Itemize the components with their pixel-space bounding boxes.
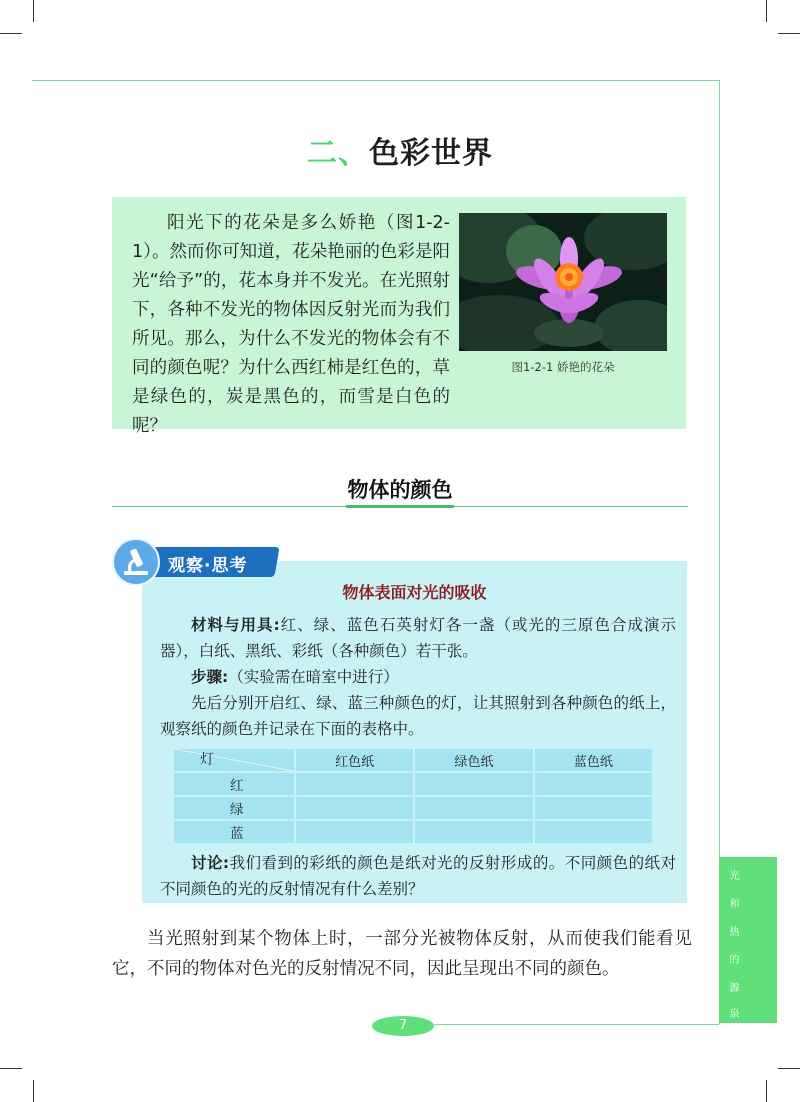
footer-line [434,1024,719,1025]
discussion-label: 讨论: [191,854,230,872]
table-row [172,773,652,795]
table-cell [533,797,652,819]
table-cell [413,797,532,819]
steps-label: 步骤: [191,668,229,686]
page-frame-top [32,80,720,81]
chapter-side-tab [719,857,777,1023]
table-corner-cell [172,749,294,771]
microscope-icon [112,538,160,586]
section-heading: 物体的颜色 [347,478,453,502]
observation-table [172,747,652,845]
table-cell [533,773,652,795]
materials-text: 红、绿、蓝色石英射灯各一盏（或光的三原色合成演示器），白纸、黑纸、彩纸（各种颜色）若干张。 [160,616,676,660]
page-title [0,128,800,172]
side-tab-char: 泉 [729,1009,740,1020]
steps-line [160,664,676,690]
table-cell [413,821,532,843]
table-row-label: 蓝 [172,821,294,843]
observe-think-badge [112,538,277,584]
crop-mark [33,0,34,22]
table-header-cell: 绿色纸 [413,749,532,771]
discussion-text: 我们看到的彩纸的颜色是纸对光的反射形成的。不同颜色的纸对不同颜色的光的反射情况有什么差别？ [160,854,676,898]
table-cell [294,797,413,819]
title-text: 色彩世界 [369,136,493,171]
table-header-row [172,749,652,771]
table-header-cell: 红色纸 [294,749,413,771]
discussion-paragraph [160,850,676,902]
side-tab-char: 光 [729,871,740,882]
flower-photo [459,213,667,351]
side-tab-char: 源 [729,983,740,994]
crop-mark [778,1068,800,1069]
side-tab-char: 热 [729,927,740,938]
section-underline [346,505,454,508]
intro-box [112,197,686,436]
table-cell [533,821,652,843]
table-row [172,797,652,819]
table-cell [413,773,532,795]
steps-paragraph: 先后分别开启红、绿、蓝三种颜色的灯，让其照射到各种颜色的纸上，观察纸的颜色并记录在下面的表格中。 [160,694,676,738]
table-row-label: 绿 [172,797,294,819]
steps-note: （实验需在暗室中进行） [228,668,399,686]
intro-paragraph: 阳光下的花朵是多么娇艳（图1-2-1）。然而你可知道，花朵艳丽的色彩是阳光“给予”的，花本身并不发光。在光照射下，各种不发光的物体因反射光而为我们所见。那么，为什么不发光的物体会有不同的颜色呢？为什么西红柿是红色的，草是绿色的，炭是黑色的，而雪是白色的呢？ [132,213,450,436]
body-paragraph: 当光照射到某个物体上时，一部分光被物体反射，从而使我们能看见它，不同的物体对色光的反射情况不同，因此呈现出不同的颜色。 [112,929,692,979]
table-corner-label: 灯 [200,752,214,768]
crop-mark [778,33,800,34]
crop-mark [0,1068,22,1069]
side-tab-char: 和 [729,899,740,910]
table-row-label: 红 [172,773,294,795]
title-number: 二、 [307,136,369,171]
materials-label: 材料与用具: [191,616,280,634]
figure-caption: 图1-2-1 娇艳的花朵 [511,360,615,374]
badge-label: 观察·思考 [168,556,248,576]
table-cell [294,821,413,843]
lotus-flower-image [459,213,667,351]
table-header-cell: 蓝色纸 [533,749,652,771]
table-row [172,821,652,843]
activity-title: 物体表面对光的吸收 [342,583,487,602]
crop-mark [33,1080,34,1102]
side-tab-char: 的 [729,955,740,966]
crop-mark [766,1080,767,1102]
materials-paragraph [160,612,676,664]
page-number: 7 [372,1016,434,1036]
table-cell [294,773,413,795]
crop-mark [0,33,22,34]
crop-mark [766,0,767,22]
